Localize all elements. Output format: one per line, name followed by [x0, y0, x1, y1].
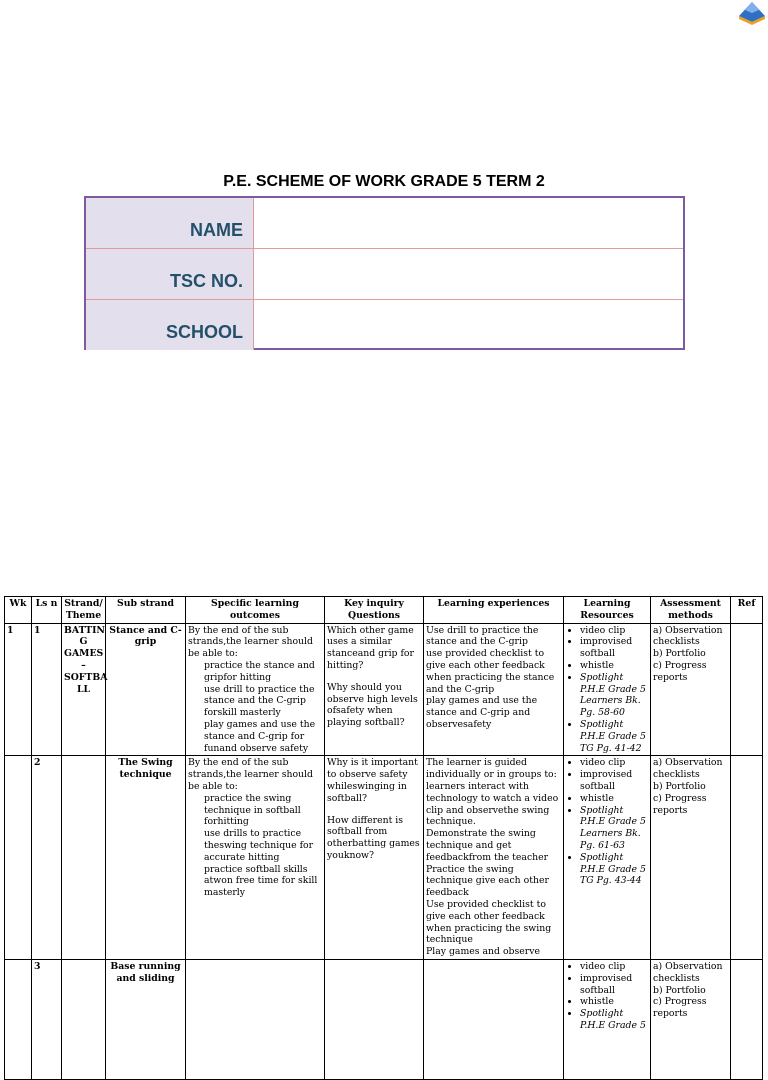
tsc-row: [86, 249, 683, 299]
sub-strand-cell: Stance and C-grip: [106, 623, 186, 756]
experience-item: Practice the swing technique give each other feedback: [426, 863, 549, 899]
resource-item: • video clip: [580, 961, 648, 973]
assessment-item: c) Progress reports: [653, 996, 707, 1020]
table-row: [5, 756, 763, 960]
experience-item: The learner is guided individually or in groups to: learners interact with technology to watch a video clip and observethe swing technique.: [426, 757, 559, 828]
outcome-item: practice softball skills atwon free time for skill masterly: [204, 863, 318, 899]
assessment-cell: [651, 756, 731, 960]
school-field[interactable]: [253, 300, 683, 350]
resource-item: • whistle: [580, 793, 648, 805]
sub-strand-cell: The Swing technique: [106, 756, 186, 960]
table-header-row: [5, 597, 763, 624]
assessment-item: b) Portfolio: [653, 984, 706, 996]
sub-strand-cell: Base running and sliding: [106, 959, 186, 1079]
scheme-table: [4, 596, 763, 1080]
resource-item: • Spotlight P.H.E Grade 5 TG Pg. 43-44: [580, 852, 648, 887]
tsc-field[interactable]: [253, 249, 683, 299]
experience-item: Use provided checklist to give each other feedback when practicing the swing technique: [426, 898, 552, 946]
week-cell: [5, 756, 32, 960]
outcomes-cell: [186, 623, 325, 756]
tsc-label: TSC NO.: [86, 249, 253, 299]
strand-cell: [62, 756, 106, 960]
assessment-cell: [651, 959, 731, 1079]
outcome-item: use drill to practice the stance and the C-grip forskill masterly: [204, 683, 315, 719]
col-header-strand: Strand/ Theme: [62, 597, 106, 624]
outcomes-intro: By the end of the sub strands,the learner should be able to:: [188, 757, 313, 792]
col-header-assessment: Assessment methods: [651, 597, 731, 624]
school-label: SCHOOL: [86, 300, 253, 350]
lesson-cell: 1: [32, 623, 62, 756]
school-row: [86, 300, 683, 350]
experience-item: Demonstrate the swing technique and get feedbackfrom the teacher: [426, 828, 549, 863]
assessment-item: b) Portfolio: [653, 648, 706, 660]
assessment-item: c) Progress reports: [653, 792, 707, 816]
resource-item: • Spotlight P.H.E Grade 5 Learners Bk. Pg. 58-60: [580, 672, 648, 719]
question-item: Why should you observe high levels ofsafety when playing softball?: [327, 681, 418, 729]
question-item: How different is softball from otherbatting games youknow?: [327, 814, 420, 861]
name-field[interactable]: [253, 198, 683, 248]
resource-item: • whistle: [580, 996, 648, 1008]
ref-cell: [731, 756, 763, 960]
experience-item: Play games and observe: [426, 946, 540, 958]
assessment-cell: [651, 623, 731, 756]
col-header-sub-strand: Sub strand: [106, 597, 186, 624]
experiences-cell: [424, 756, 564, 960]
experiences-cell: [424, 623, 564, 756]
resource-item: • improvised softball: [580, 769, 648, 793]
teacher-info-table: [84, 196, 685, 350]
assessment-item: a) Observation checklists: [653, 624, 723, 648]
questions-cell: [325, 623, 424, 756]
lesson-cell: 2: [32, 756, 62, 960]
page-title: P.E. SCHEME OF WORK GRADE 5 TERM 2: [223, 173, 545, 190]
resource-item: • improvised softball: [580, 973, 648, 997]
ref-cell: [731, 959, 763, 1079]
col-header-wk: Wk: [5, 597, 32, 624]
question-item: Which other game uses a similar stanceand grip for hitting?: [327, 624, 414, 671]
resources-cell: [564, 623, 651, 756]
experience-item: Use drill to practice the stance and the C-grip: [426, 624, 539, 648]
col-header-lsn: Ls n: [32, 597, 62, 624]
outcome-item: play games and use the stance and C-grip for funand observe safety: [204, 718, 316, 754]
week-cell: 1: [5, 623, 32, 756]
col-header-experiences: Learning experiences: [424, 597, 564, 624]
outcome-item: use drills to practice theswing technique for accurate hitting: [204, 828, 314, 863]
resource-item: • improvised softball: [580, 636, 648, 660]
outcomes-cell: [186, 756, 325, 960]
name-label: NAME: [86, 198, 253, 248]
col-header-outcomes: Specific learning outcomes: [186, 597, 325, 624]
questions-cell: [325, 959, 424, 1079]
resource-item: • video clip: [580, 625, 648, 637]
questions-cell: [325, 756, 424, 960]
outcome-item: practice the stance and gripfor hitting: [204, 659, 315, 683]
question-item: Why is it important to observe safety whileswinging in softball?: [327, 757, 418, 804]
experience-item: use provided checklist to give each other feedback when practicing the stance and the C-grip: [426, 648, 555, 695]
name-row: [86, 198, 683, 248]
outcomes-intro: By the end of the sub strands,the learner should be able to:: [188, 624, 313, 660]
assessment-item: c) Progress reports: [653, 659, 707, 683]
col-header-ref: Ref: [731, 597, 763, 624]
resource-item: • Spotlight P.H.E Grade 5: [580, 1008, 648, 1032]
resources-cell: [564, 756, 651, 960]
resource-item: • Spotlight P.H.E Grade 5 TG Pg. 41-42: [580, 719, 648, 754]
assessment-item: a) Observation checklists: [653, 960, 723, 984]
assessment-item: a) Observation checklists: [653, 757, 723, 781]
resource-item: • Spotlight P.H.E Grade 5 Learners Bk. Pg. 61-63: [580, 805, 648, 852]
col-header-resources: Learning Resources: [564, 597, 651, 624]
outcomes-cell: [186, 959, 325, 1079]
resources-cell: [564, 959, 651, 1079]
assessment-item: b) Portfolio: [653, 780, 706, 792]
week-cell: [5, 959, 32, 1079]
ref-cell: [731, 623, 763, 756]
outcome-item: practice the swing technique in softball forhitting: [204, 792, 301, 828]
experience-item: play games and use the stance and C-grip and observesafety: [426, 695, 538, 730]
resource-item: • video clip: [580, 757, 648, 769]
blue-diamond-logo-icon: [735, 0, 768, 30]
table-row: [5, 959, 763, 1079]
strand-cell: [62, 959, 106, 1079]
resource-item: • whistle: [580, 660, 648, 672]
col-header-questions: Key inquiry Questions: [325, 597, 424, 624]
lesson-cell: 3: [32, 959, 62, 1079]
experiences-cell: [424, 959, 564, 1079]
strand-cell: BATTIN G GAMES – SOFTBA LL: [62, 623, 106, 756]
table-row: [5, 623, 763, 756]
